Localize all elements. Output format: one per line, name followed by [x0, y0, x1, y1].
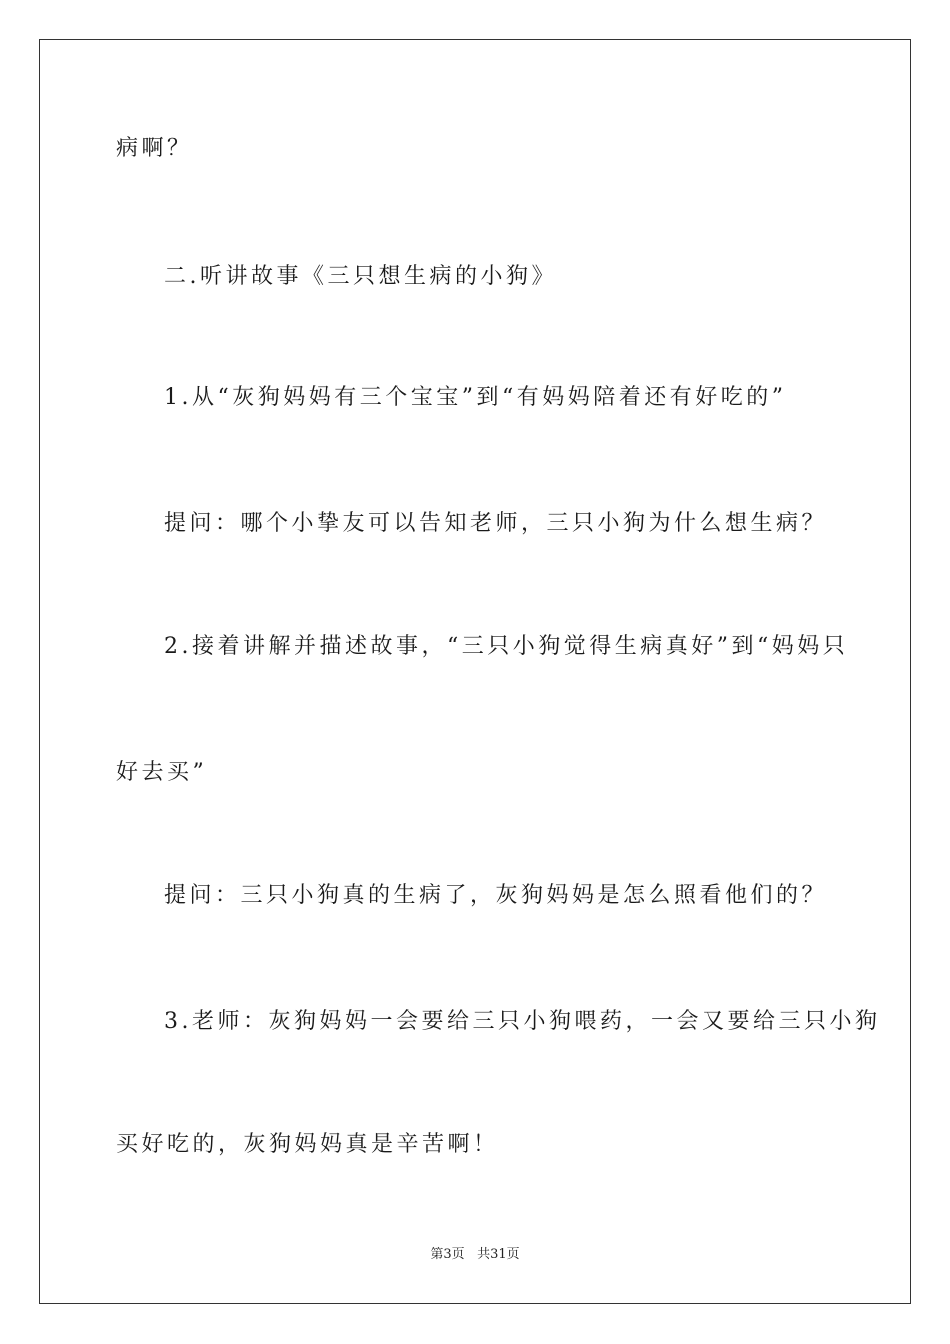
paragraph-line-7: 提问：三只小狗真的生病了，灰狗妈妈是怎么照看他们的？: [164, 883, 828, 908]
page-total: 共31页: [477, 1247, 520, 1262]
paragraph-line-8: 3.老师：灰狗妈妈一会要给三只小狗喂药，一会又要给三只小狗: [164, 1009, 881, 1034]
paragraph-line-4: 提问：哪个小挚友可以告知老师，三只小狗为什么想生病？: [164, 511, 828, 536]
paragraph-line-1: 病啊？: [116, 136, 193, 161]
paragraph-line-6: 好去买”: [116, 760, 208, 785]
paragraph-line-3: 1.从“灰狗妈妈有三个宝宝”到“有妈妈陪着还有好吃的”: [164, 385, 787, 410]
paragraph-line-2: 二.听讲故事《三只想生病的小狗》: [164, 264, 557, 289]
page-number: 第3页: [430, 1247, 465, 1262]
paragraph-line-5: 2.接着讲解并描述故事，“三只小狗觉得生病真好”到“妈妈只: [164, 634, 849, 659]
page-border: [39, 39, 911, 1304]
paragraph-line-9: 买好吃的，灰狗妈妈真是辛苦啊！: [116, 1132, 499, 1157]
page-footer: [0, 1246, 950, 1264]
